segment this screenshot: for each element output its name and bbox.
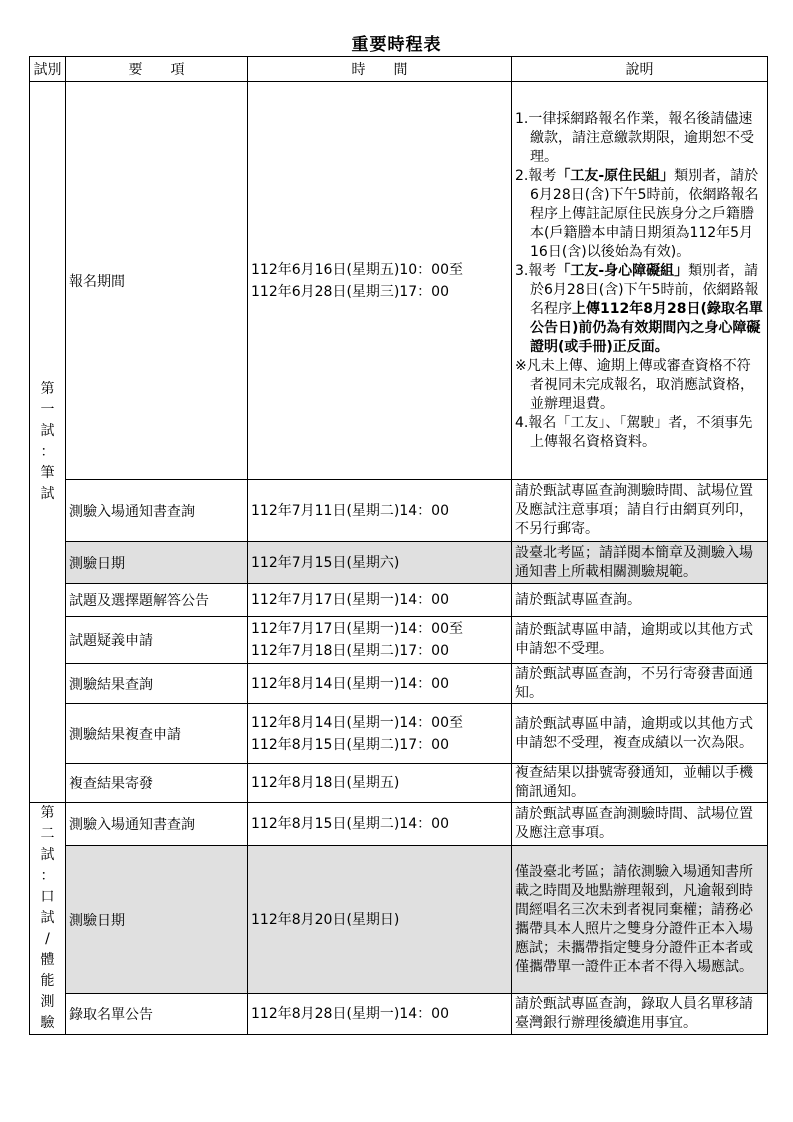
time-cell: 112年8月28日(星期一)14：00	[248, 994, 512, 1035]
item-cell: 錄取名單公告	[66, 994, 248, 1035]
item-cell: 報名期間	[66, 82, 248, 480]
desc-cell: 複查結果以掛號寄發通知，並輔以手機簡訊通知。	[512, 764, 768, 803]
time-cell: 112年8月14日(星期一)14：00至 112年8月15日(星期二)17：00	[248, 704, 512, 764]
desc-cell: 請於甄試專區申請，逾期或以其他方式申請恕不受理，複查成績以一次為限。	[512, 704, 768, 764]
page-title: 重要時程表	[351, 35, 442, 55]
note-item: ※凡未上傳、逾期上傳或審查資格不符者視同未完成報名，取消應試資格，並辦理退費。	[515, 357, 754, 412]
item-cell: 測驗結果查詢	[66, 664, 248, 704]
table-row	[30, 584, 768, 617]
time-cell: 112年8月18日(星期五)	[248, 764, 512, 803]
desc-cell: 請於甄試專區查詢，不另行寄發書面通知。	[512, 664, 768, 704]
desc-cell: 請於甄試專區查詢測驗時間、試場位置及應試注意事項；請自行由網頁列印，不另行郵寄。	[512, 480, 768, 542]
table-row	[30, 542, 768, 584]
stage-2-label: 第 二 試 ： 口 試 / 體 能 測 驗	[30, 803, 66, 1035]
note-item: 3.報考「工友-身心障礙組」類別者，請於6月28日(含)下午5時前，依網路報名程序上傳112年8月28日(錄取名單公告日)前仍為有效期間內之身心障礙證明(或手冊)正反面。	[515, 262, 763, 355]
registration-notes	[515, 110, 764, 452]
note-item: 4.報名「工友」、「駕駛」者，不須事先上傳報名資格資料。	[515, 414, 753, 450]
table-row	[30, 764, 768, 803]
table-row	[30, 704, 768, 764]
table-row	[30, 480, 768, 542]
desc-cell: 設臺北考區；請詳閱本簡章及測驗入場通知書上所載相關測驗規範。	[512, 542, 768, 584]
desc-cell: 請於甄試專區查詢測驗時間、試場位置及應注意事項。	[512, 803, 768, 846]
time-cell: 112年7月17日(星期一)14：00	[248, 584, 512, 617]
item-cell: 測驗日期	[66, 542, 248, 584]
header-row	[30, 57, 768, 82]
desc-cell: 請於甄試專區申請，逾期或以其他方式申請恕不受理。	[512, 617, 768, 664]
time-cell: 112年7月11日(星期二)14：00	[248, 480, 512, 542]
header-time: 時 間	[248, 57, 512, 82]
time-cell: 112年7月17日(星期一)14：00至 112年7月18日(星期二)17：00	[248, 617, 512, 664]
time-cell: 112年8月20日(星期日)	[248, 846, 512, 994]
item-cell: 測驗入場通知書查詢	[66, 480, 248, 542]
table-row	[30, 82, 768, 480]
time-cell: 112年8月14日(星期一)14：00	[248, 664, 512, 704]
schedule-table	[29, 56, 768, 1035]
item-cell: 試題疑義申請	[66, 617, 248, 664]
item-cell: 測驗入場通知書查詢	[66, 803, 248, 846]
note-item: 2.報考「工友-原住民組」類別者，請於6月28日(含)下午5時前，依網路報名程序上傳註記原住民族身分之戶籍謄本(戶籍謄本申請日期須為112年5月16日(含)以後始為有效)。	[515, 167, 759, 260]
header-desc: 說明	[512, 57, 768, 82]
desc-cell: 請於甄試專區查詢。	[512, 584, 768, 617]
time-cell: 112年7月15日(星期六)	[248, 542, 512, 584]
header-stage: 試別	[30, 57, 66, 82]
stage-1-label: 第 一 試 ： 筆 試	[30, 82, 66, 803]
desc-cell	[512, 82, 768, 480]
table-row	[30, 803, 768, 846]
desc-cell: 請於甄試專區查詢，錄取人員名單移請臺灣銀行辦理後續進用事宜。	[512, 994, 768, 1035]
time-cell: 112年6月16日(星期五)10：00至 112年6月28日(星期三)17：00	[248, 82, 512, 480]
header-item: 要 項	[66, 57, 248, 82]
item-cell: 試題及選擇題解答公告	[66, 584, 248, 617]
item-cell: 測驗日期	[66, 846, 248, 994]
table-row	[30, 994, 768, 1035]
note-item: 1.一律採網路報名作業，報名後請儘速繳款，請注意繳款期限，逾期恕不受理。	[515, 110, 754, 165]
table-row	[30, 664, 768, 704]
desc-cell: 僅設臺北考區；請依測驗入場通知書所載之時間及地點辦理報到，凡逾報到時間經唱名三次未到者視同棄權；請務必攜帶具本人照片之雙身分證件正本入場應試；未攜帶指定雙身分證件正本者或僅攜帶單一證件正本者不得入場應試。	[512, 846, 768, 994]
item-cell: 測驗結果複查申請	[66, 704, 248, 764]
time-cell: 112年8月15日(星期二)14：00	[248, 803, 512, 846]
item-cell: 複查結果寄發	[66, 764, 248, 803]
table-row	[30, 617, 768, 664]
table-row	[30, 846, 768, 994]
